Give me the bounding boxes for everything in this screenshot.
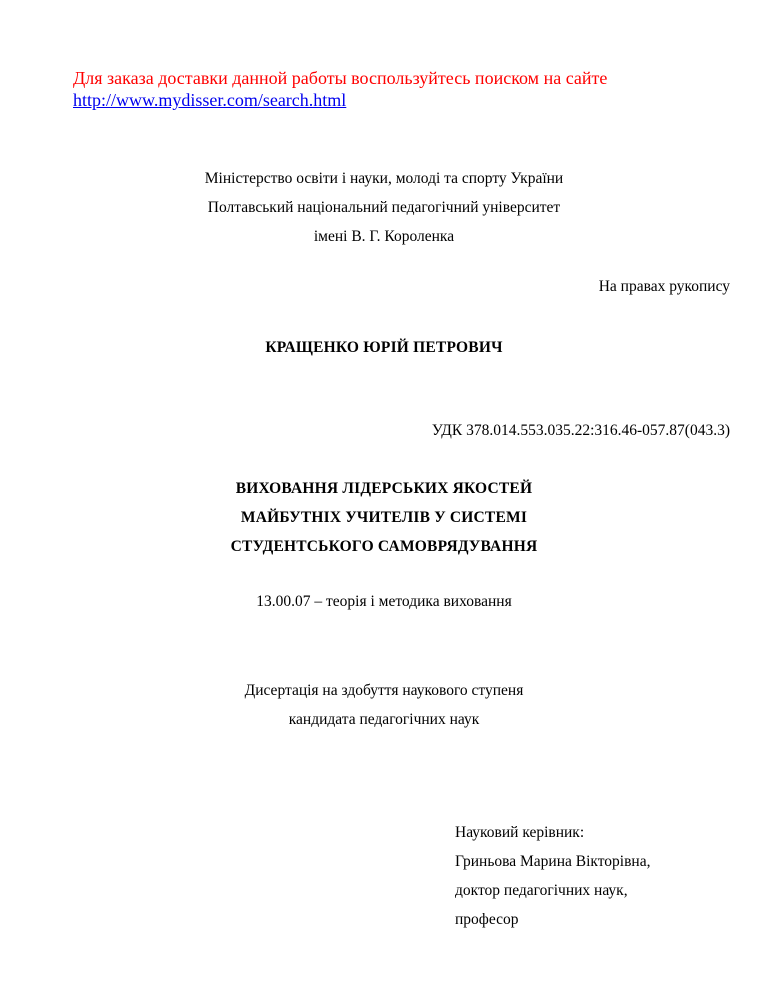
university-line: Полтавський національний педагогічний університет xyxy=(207,199,561,216)
degree-line: Дисертація на здобуття наукового ступеня xyxy=(244,682,524,699)
supervisor-degree: доктор педагогічних наук, xyxy=(455,882,628,899)
author-name: КРАЩЕНКО ЮРІЙ ПЕТРОВИЧ xyxy=(265,339,503,356)
supervisor-label: Науковий керівник: xyxy=(455,824,585,841)
udc-code: УДК 378.014.553.035.22:316.46-057.87(043.3) xyxy=(431,422,730,439)
supervisor-rank: професор xyxy=(455,911,519,928)
thesis-title-line: СТУДЕНТСЬКОГО САМОВРЯДУВАННЯ xyxy=(230,538,538,555)
thesis-title xyxy=(0,474,768,561)
search-link[interactable]: http://www.mydisser.com/search.html xyxy=(73,90,347,110)
degree-statement xyxy=(0,676,768,734)
thesis-title-line: ВИХОВАННЯ ЛІДЕРСЬКИХ ЯКОСТЕЙ xyxy=(235,480,533,497)
order-notice xyxy=(73,67,607,111)
university-name-line: імені В. Г. Короленка xyxy=(313,228,455,245)
specialty-code: 13.00.07 – теорія і методика виховання xyxy=(256,593,512,610)
manuscript-note: На правах рукопису xyxy=(598,278,730,295)
supervisor-block xyxy=(455,818,650,934)
order-notice-text: Для заказа доставки данной работы воспользуйтесь поиском на сайте xyxy=(73,68,608,88)
ministry-line: Міністерство освіти і науки, молоді та спорту України xyxy=(204,170,564,187)
institution-block xyxy=(0,164,768,251)
supervisor-name: Гриньова Марина Вікторівна, xyxy=(455,853,651,870)
thesis-title-line: МАЙБУТНІХ УЧИТЕЛІВ У СИСТЕМІ xyxy=(240,509,528,526)
degree-line: кандидата педагогічних наук xyxy=(288,711,480,728)
